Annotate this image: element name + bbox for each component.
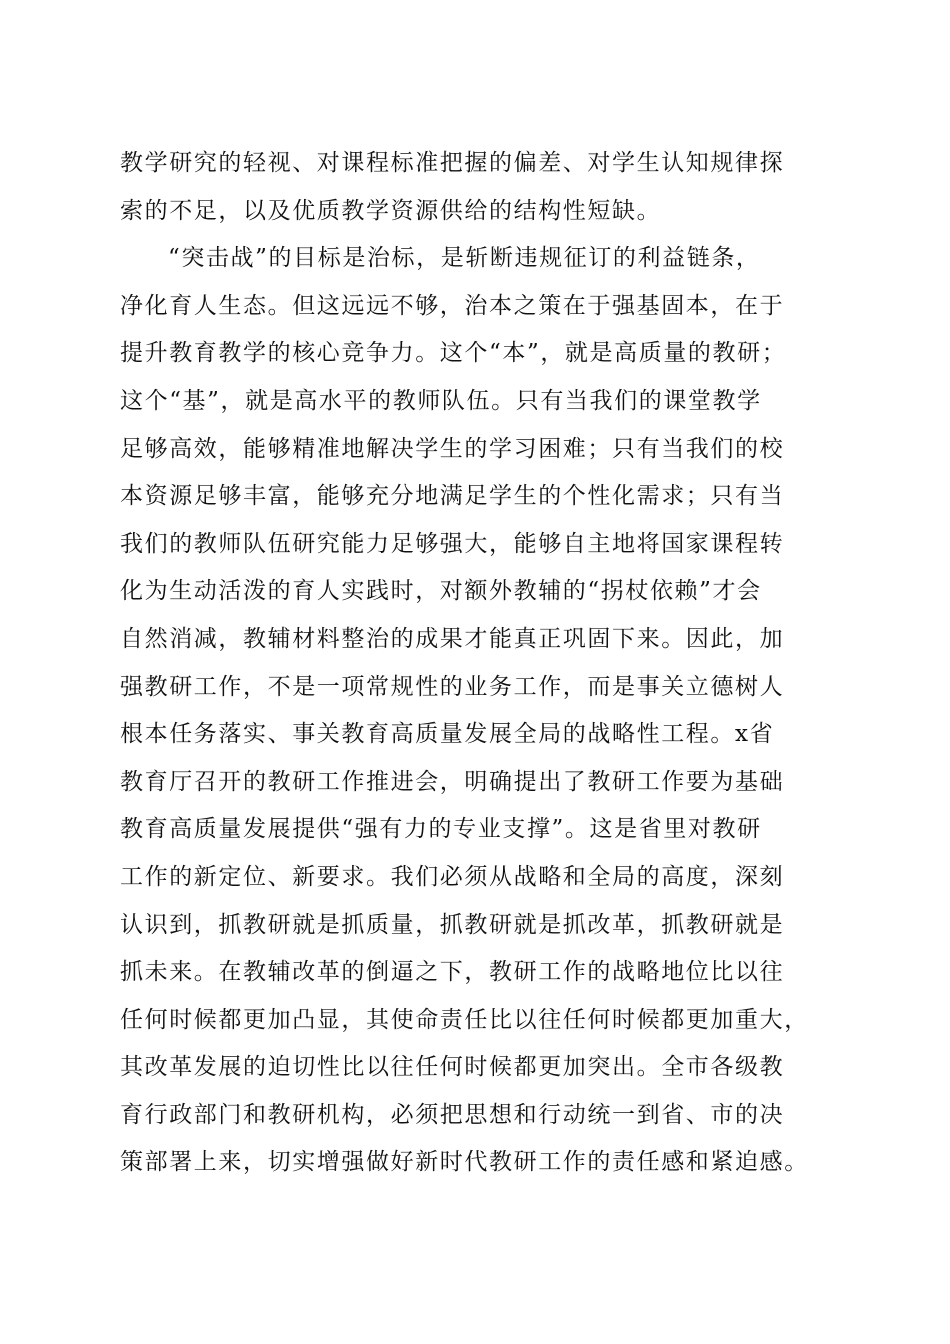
text-line: 根本任务落实、事关教育高质量发展全局的战略性工程。x省 <box>120 721 775 748</box>
paragraph-start-line: “突击战”的目标是治标，是斩断违规征订的利益链条， <box>168 245 761 272</box>
text-line: 提升教育教学的核心竞争力。这个“本”，就是高质量的教研； <box>120 340 787 367</box>
text-line: 策部署上来，切实增强做好新时代教研工作的责任感和紧迫感。 <box>120 1149 809 1176</box>
text-line: 我们的教师队伍研究能力足够强大，能够自主地将国家课程转 <box>120 530 785 557</box>
text-line: 自然消减，教辅材料整治的成果才能真正巩固下来。因此，加 <box>120 625 785 652</box>
text-line: 本资源足够丰富，能够充分地满足学生的个性化需求；只有当 <box>120 483 785 510</box>
text-line: 其改革发展的迫切性比以往任何时候都更加突出。全市各级教 <box>120 1054 785 1081</box>
text-line: 足够高效，能够精准地解决学生的学习困难；只有当我们的校 <box>120 435 785 462</box>
text-line: 教育高质量发展提供“强有力的专业支撑”。这是省里对教研 <box>120 816 762 843</box>
body-text <box>120 140 840 1187</box>
text-line: 强教研工作，不是一项常规性的业务工作，而是事关立德树人 <box>120 673 785 700</box>
text-line: 化为生动活泼的育人实践时，对额外教辅的“拐杖依赖”才会 <box>120 578 762 605</box>
text-line: 育行政部门和教研机构，必须把思想和行动统一到省、市的决 <box>120 1101 785 1128</box>
text-line: 教育厅召开的教研工作推进会，明确提出了教研工作要为基础 <box>120 768 785 795</box>
text-line: 任何时候都更加凸显，其使命责任比以往任何时候都更加重大， <box>120 1006 809 1033</box>
text-line: 净化育人生态。但这远远不够，治本之策在于强基固本，在于 <box>120 292 785 319</box>
text-line: 抓未来。在教辅改革的倒逼之下，教研工作的战略地位比以往 <box>120 959 785 986</box>
text-line: 工作的新定位、新要求。我们必须从战略和全局的高度，深刻 <box>120 863 785 890</box>
text-line: 索的不足，以及优质教学资源供给的结构性短缺。 <box>120 197 662 224</box>
text-line: 认识到，抓教研就是抓质量，抓教研就是抓改革，抓教研就是 <box>120 911 785 938</box>
text-line: 教学研究的轻视、对课程标准把握的偏差、对学生认知规律探 <box>120 150 785 176</box>
text-line: 这个“基”，就是高水平的教师队伍。只有当我们的课堂教学 <box>120 387 762 414</box>
